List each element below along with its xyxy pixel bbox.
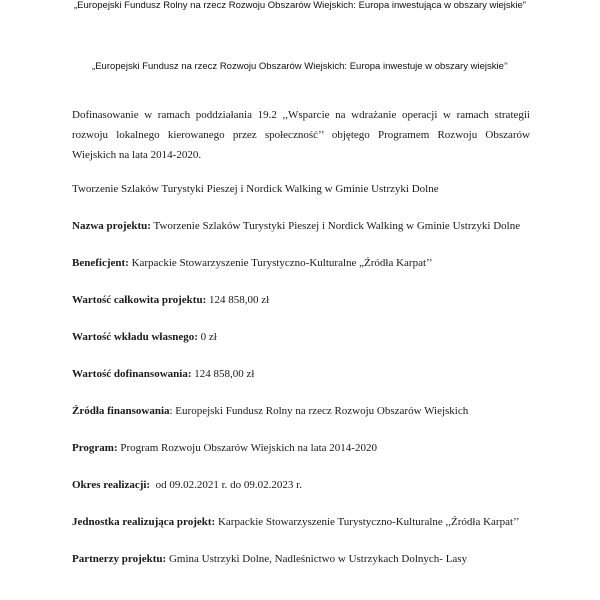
field-value: Program Rozwoju Obszarów Wiejskich na lata 2014-2020 bbox=[117, 442, 377, 454]
field-label: Wartość wkładu własnego: bbox=[72, 331, 198, 343]
field-label: Wartość całkowita projektu: bbox=[72, 294, 207, 306]
document-body bbox=[72, 105, 530, 586]
field-value: od 09.02.2021 r. do 09.02.2023 r. bbox=[150, 479, 302, 491]
field-label: Źródła finansowania bbox=[72, 405, 170, 417]
field-implementing-unit bbox=[72, 512, 530, 532]
field-funding-value bbox=[72, 364, 530, 384]
field-value: : Europejski Fundusz Rolny na rzecz Rozwoju Obszarów Wiejskich bbox=[169, 405, 469, 417]
field-value: Tworzenie Szlaków Turystyki Pieszej i Nordick Walking w Gminie Ustrzyki Dolne bbox=[150, 220, 521, 232]
field-label: Jednostka realizująca projekt: bbox=[72, 516, 216, 528]
funding-subheader-line: „Europejski Fundusz na rzecz Rozwoju Obszarów Wiejskich: Europa inwestuje w obszary wiejskie’’ bbox=[92, 61, 508, 72]
intro-paragraph: Dofinasowanie w ramach poddziałania 19.2 ,,Wsparcie na wdrażanie operacji w ramach strategii rozwoju lokalnego kierowanego przez społeczność’’ objętego Programem Rozwoju Obszarów Wiejskich na lata 2014-2020. bbox=[72, 109, 530, 161]
field-value: Gmina Ustrzyki Dolne, Nadleśnictwo w Ustrzykach Dolnych- Lasy bbox=[166, 553, 468, 565]
field-value: Karpackie Stowarzyszenie Turystyczno-Kulturalne „Źródła Karpat’’ bbox=[128, 257, 433, 269]
field-label: Wartość dofinansowania: bbox=[72, 368, 192, 380]
field-label: Okres realizacji: bbox=[72, 479, 151, 491]
field-total-value bbox=[72, 290, 530, 310]
field-value: 0 zł bbox=[197, 331, 217, 343]
field-value: 124 858,00 zł bbox=[191, 368, 255, 380]
project-title: Tworzenie Szlaków Turystyki Pieszej i Nordick Walking w Gminie Ustrzyki Dolne bbox=[72, 183, 439, 195]
field-funding-source bbox=[72, 401, 530, 421]
funding-header-line: „Europejski Fundusz Rolny na rzecz Rozwoju Obszarów Wiejskich: Europa inwestująca w obszary wiejskie” bbox=[74, 0, 526, 11]
field-own-contribution bbox=[72, 327, 530, 347]
field-label: Program: bbox=[72, 442, 118, 454]
field-value: 124 858,00 zł bbox=[206, 294, 270, 306]
field-label: Partnerzy projektu: bbox=[72, 553, 167, 565]
field-program bbox=[72, 438, 530, 458]
field-beneficiary bbox=[72, 253, 530, 273]
field-project-name bbox=[72, 216, 530, 236]
field-label: Beneficjent: bbox=[72, 257, 129, 269]
field-label: Nazwa projektu: bbox=[72, 220, 151, 232]
field-partners bbox=[72, 549, 530, 569]
field-value: Karpackie Stowarzyszenie Turystyczno-Kulturalne ,,Źródła Karpat’’ bbox=[215, 516, 520, 528]
field-period bbox=[72, 475, 530, 495]
